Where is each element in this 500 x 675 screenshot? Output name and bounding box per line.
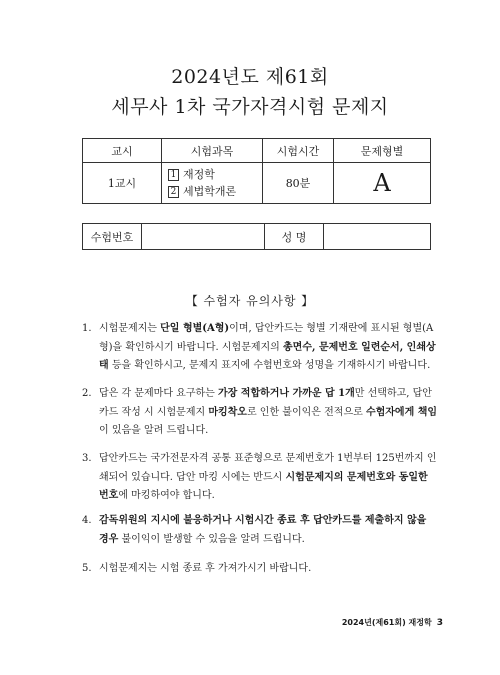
notice-item-text — [99, 320, 438, 376]
notice-item — [82, 320, 438, 376]
subject-name: 세법학개론 — [183, 185, 237, 198]
notice-item-number: 3. — [82, 453, 92, 464]
notice-text: 로 인한 불이익은 전적으로 — [246, 406, 366, 418]
name-field[interactable] — [324, 224, 431, 250]
notice-text: 시험문제지는 시험 종료 후 가져가시기 바랍니다. — [99, 563, 312, 574]
emphasized-text: 단일 형별(A형) — [160, 323, 230, 334]
subject-number: 2 — [168, 186, 179, 198]
header-subject: 시험과목 — [162, 139, 263, 163]
header-time: 시험시간 — [263, 139, 334, 163]
notice-item-number: 2. — [82, 388, 92, 399]
notice-item-text — [99, 560, 438, 579]
footer-label: 2024년(제61회) 재정학 — [341, 618, 432, 627]
name-label: 성 명 — [265, 224, 324, 250]
notice-text: 답안카드는 국가전문자격 공통 표준형으로 문제번호가 1번부터 125번까지 인쇄되어 있습니다. 답안 마킹 시에는 반드시 — [99, 453, 437, 483]
subject-number: 1 — [168, 169, 179, 181]
exam-year-title: 2024년도 제61회 — [171, 66, 329, 88]
subject-item — [168, 166, 262, 183]
exam-number-label: 수험번호 — [83, 224, 142, 250]
subject-name: 재정학 — [183, 168, 215, 181]
notice-item-number: 5. — [82, 563, 92, 574]
notice-item-text — [99, 450, 438, 506]
notice-text: 에 마킹하여야 합니다. — [118, 490, 215, 501]
page-footer — [342, 617, 443, 628]
emphasized-text: 수험자에게 책임 — [365, 406, 438, 418]
notice-item — [82, 385, 438, 441]
notice-text: 시험문제지는 — [99, 323, 161, 334]
header-type: 문제형별 — [334, 139, 431, 163]
notice-text: 이며, 답안카드는 형별 기재란에 표시된 형별(A형)을 확인하시기 바랍니다. 시험문제지의 — [99, 323, 434, 353]
notice-item-number: 1. — [82, 323, 92, 334]
time-value: 80분 — [263, 163, 334, 204]
emphasized-text: 가장 적합하거나 가까운 답 1개 — [217, 388, 355, 399]
notice-text: 불이익이 발생할 수 있음을 알려 드립니다. — [118, 533, 305, 545]
emphasized-text: 감독위원의 지시에 불응하거나 시험시간 종료 후 답안카드를 제출하지 않을 경우 — [99, 515, 427, 545]
notice-item — [82, 450, 438, 506]
notice-item-number: 4. — [82, 515, 92, 526]
notice-item-text — [99, 385, 438, 441]
subject-item — [168, 183, 262, 200]
notice-text: 등을 확인하시고, 문제지 표지에 수험번호와 성명을 기재하시기 바랍니다. — [108, 360, 431, 371]
type-value: A — [334, 163, 431, 204]
emphasized-text: 총면수, 문제번호 일련순서, 인쇄상태 — [99, 341, 436, 371]
exam-paper-title: 세무사 1차 국가자격시험 문제지 — [111, 96, 389, 118]
notice-title: 【 수험자 유의사항 】 — [185, 294, 315, 308]
notice-item-text — [99, 512, 438, 549]
notice-item — [82, 560, 438, 579]
exam-number-field[interactable] — [142, 224, 265, 250]
notice-text: 답은 각 문제마다 요구하는 — [99, 388, 218, 399]
emphasized-text: 시험문제지의 문제번호와 동일한 번호 — [99, 471, 428, 501]
identity-table — [82, 223, 431, 250]
header-period: 교시 — [83, 139, 162, 163]
notice-text: 만 선택하고, 답안카드 작성 시 시험문제지 — [99, 388, 432, 418]
period-value: 1교시 — [83, 163, 162, 204]
subject-list — [162, 163, 263, 204]
emphasized-text: 마킹착오 — [208, 406, 247, 418]
notice-item — [82, 512, 438, 549]
page-number: 3 — [436, 618, 443, 628]
exam-info-table — [82, 138, 431, 204]
notice-text: 이 있음을 알려 드립니다. — [99, 425, 209, 436]
